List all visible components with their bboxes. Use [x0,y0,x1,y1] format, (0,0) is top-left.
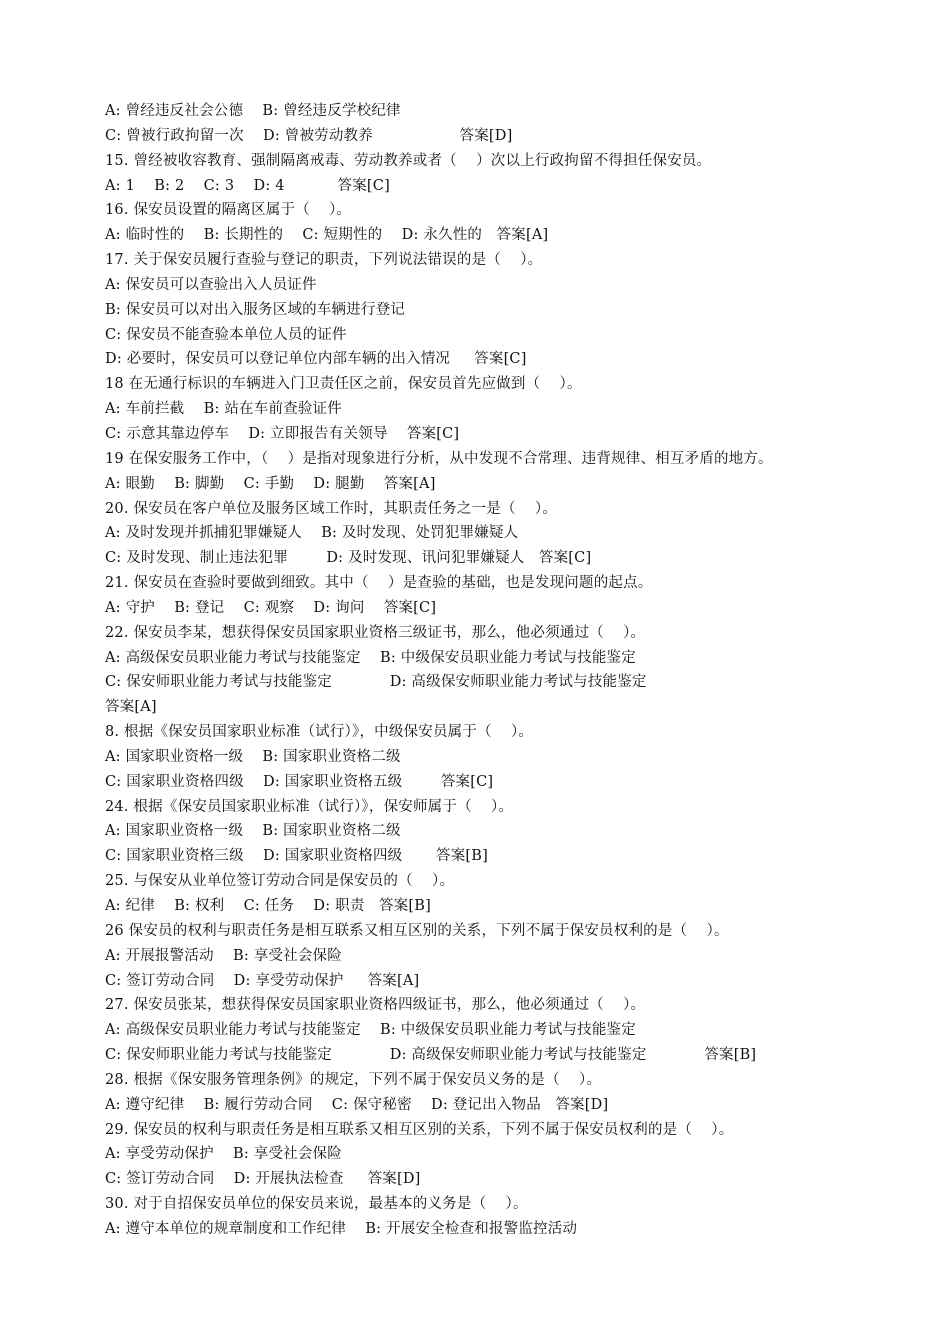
question-line: 8. 根据《保安员国家职业标准（试行）》，中级保安员属于（ ）。 [105,724,534,741]
options-line: A: 遵守纪律 B: 履行劳动合同 C: 保守秘密 D: 登记出入物品 答案[D] [105,1096,609,1113]
options-line: A: 保安员可以查验出入人员证件 [105,276,317,293]
text-line: C: 曾被行政拘留一次 D: 曾被劳动教养 答案[D] [105,127,513,144]
options-line: A: 高级保安员职业能力考试与技能鉴定 B: 中级保安员职业能力考试与技能鉴定 [105,649,636,666]
question-line: 26 保安员的权利与职责任务是相互联系又相互区别的关系，下列不属于保安员权利的是（ ）。 [105,922,729,939]
options-line: A: 车前拦截 B: 站在车前查验证件 [105,401,342,418]
options-line: A: 高级保安员职业能力考试与技能鉴定 B: 中级保安员职业能力考试与技能鉴定 [105,1022,636,1039]
answer-line: 答案[A] [105,699,157,716]
options-line: C: 国家职业资格四级 D: 国家职业资格五级 答案[C] [105,773,494,790]
options-line: A: 纪律 B: 权利 C: 任务 D: 职责 答案[B] [105,898,431,914]
question-line: 25. 与保安从业单位签订劳动合同是保安员的（ ）。 [105,873,455,890]
question-line: 30. 对于自招保安员单位的保安员来说，最基本的义务是（ ）。 [105,1196,528,1213]
options-line: A: 遵守本单位的规章制度和工作纪律 B: 开展安全检查和报警监控活动 [105,1220,578,1237]
options-line: A: 开展报警活动 B: 享受社会保险 [105,947,342,964]
question-line: 19 在保安服务工作中，（ ）是指对现象进行分析，从中发现不合常理、违背规律、相互矛盾的地方。 [105,450,773,467]
question-line: 21. 保安员在查验时要做到细致。其中（ ）是查验的基础，也是发现问题的起点。 [105,575,653,592]
options-line: C: 及时发现、制止违法犯罪 D: 及时发现、讯问犯罪嫌疑人 答案[C] [105,550,592,567]
question-list [105,99,905,1242]
question-line: 15. 曾经被收容教育、强制隔离戒毒、劳动教养或者（ ）次以上行政拘留不得担任保安员。 [105,152,712,169]
options-line: C: 签订劳动合同 D: 开展执法检查 答案[D] [105,1171,421,1188]
options-line: D: 必要时，保安员可以登记单位内部车辆的出入情况 答案[C] [105,351,527,368]
question-line: 22. 保安员李某，想获得保安员国家职业资格三级证书，那么，他必须通过（ ）。 [105,624,646,641]
options-line: C: 示意其靠边停车 D: 立即报告有关领导 答案[C] [105,425,460,442]
options-line: C: 签订劳动合同 D: 享受劳动保护 答案[A] [105,972,420,989]
text-line: A: 曾经违反社会公德 B: 曾经违反学校纪律 [105,103,401,119]
options-line: A: 享受劳动保护 B: 享受社会保险 [105,1146,342,1163]
question-line: 20. 保安员在客户单位及服务区域工作时，其职责任务之一是（ ）。 [105,500,558,517]
options-line: C: 国家职业资格三级 D: 国家职业资格四级 答案[B] [105,848,488,865]
options-line: C: 保安员不能查验本单位人员的证件 [105,326,347,343]
options-line: A: 及时发现并抓捕犯罪嫌疑人 B: 及时发现、处罚犯罪嫌疑人 [105,525,519,542]
question-line: 24. 根据《保安员国家职业标准（试行）》，保安师属于（ ）。 [105,798,514,815]
question-line: 18 在无通行标识的车辆进入门卫责任区之前，保安员首先应做到（ ）。 [105,376,582,393]
options-line: A: 国家职业资格一级 B: 国家职业资格二级 [105,823,401,840]
question-line: 17. 关于保安员履行查验与登记的职责，下列说法错误的是（ ）。 [105,252,543,269]
options-line: C: 保安师职业能力考试与技能鉴定 D: 高级保安师职业能力考试与技能鉴定 答案[B] [105,1047,757,1064]
options-line: A: 1 B: 2 C: 3 D: 4 答案[C] [105,177,390,194]
question-line: 16. 保安员设置的隔离区属于（ ）。 [105,202,352,219]
options-line: A: 眼勤 B: 脚勤 C: 手勤 D: 腿勤 答案[A] [105,475,436,492]
options-line: A: 守护 B: 登记 C: 观察 D: 询问 答案[C] [105,599,437,616]
question-line: 29. 保安员的权利与职责任务是相互联系又相互区别的关系，下列不属于保安员权利的是（ ）。 [105,1121,734,1138]
options-line: A: 临时性的 B: 长期性的 C: 短期性的 D: 永久性的 答案[A] [105,227,549,244]
question-line: 27. 保安员张某，想获得保安员国家职业资格四级证书，那么，他必须通过（ ）。 [105,997,646,1014]
options-line: B: 保安员可以对出入服务区域的车辆进行登记 [105,301,406,318]
question-line: 28. 根据《保安服务管理条例》的规定，下列不属于保安员义务的是（ ）。 [105,1071,602,1088]
options-line: A: 国家职业资格一级 B: 国家职业资格二级 [105,748,401,765]
options-line: C: 保安师职业能力考试与技能鉴定 D: 高级保安师职业能力考试与技能鉴定 [105,674,647,691]
